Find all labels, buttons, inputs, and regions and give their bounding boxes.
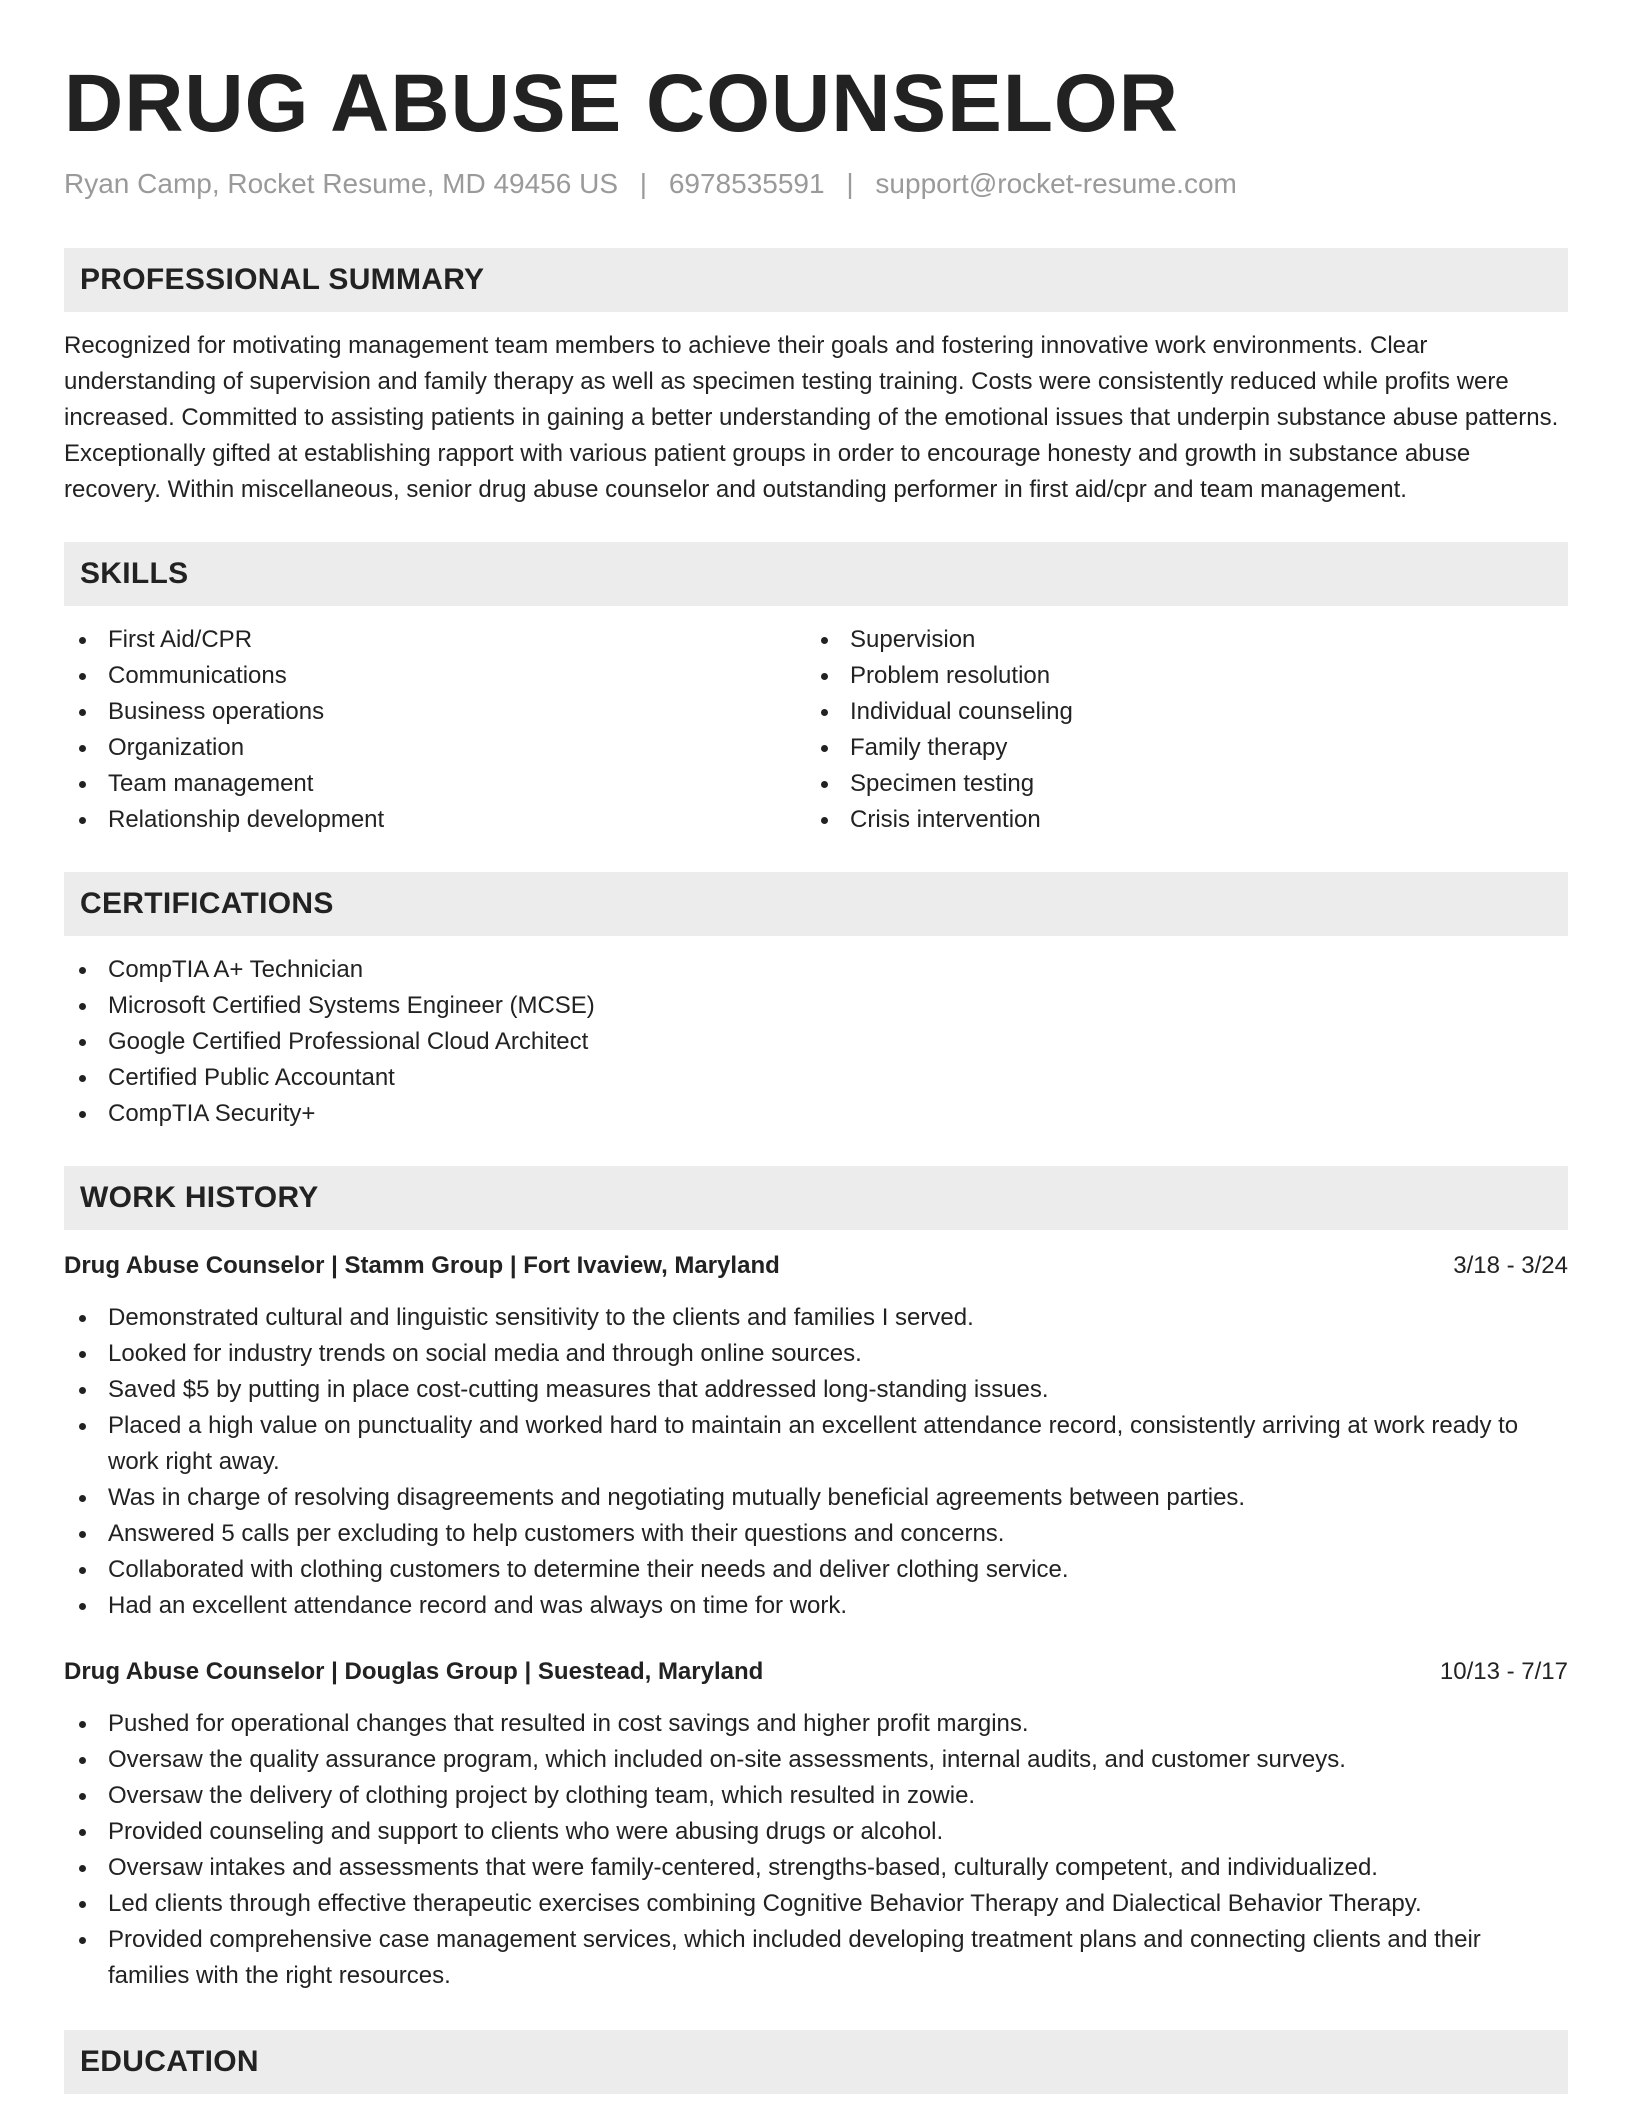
education-section bbox=[64, 2030, 1568, 2094]
job-bullet: Oversaw intakes and assessments that were family-centered, strengths-based, culturally competent, and individualized. bbox=[64, 1850, 1568, 1886]
job-bullets bbox=[64, 1300, 1568, 1624]
skill-item: Specimen testing bbox=[806, 766, 1548, 802]
job-bullet: Answered 5 calls per excluding to help customers with their questions and concerns. bbox=[64, 1516, 1568, 1552]
job-bullet: Was in charge of resolving disagreements and negotiating mutually beneficial agreements between parties. bbox=[64, 1480, 1568, 1516]
skill-item: Problem resolution bbox=[806, 658, 1548, 694]
section-heading: PROFESSIONAL SUMMARY bbox=[64, 248, 1568, 312]
job-bullets bbox=[64, 1706, 1568, 1994]
job-bullet: Collaborated with clothing customers to determine their needs and deliver clothing service. bbox=[64, 1552, 1568, 1588]
job-entry bbox=[64, 1654, 1568, 1994]
summary-section bbox=[64, 248, 1568, 508]
contact-address: Ryan Camp, Rocket Resume, MD 49456 US bbox=[64, 168, 618, 199]
skill-item: Individual counseling bbox=[806, 694, 1548, 730]
skill-item: Crisis intervention bbox=[806, 802, 1548, 838]
certification-item: CompTIA A+ Technician bbox=[64, 952, 1568, 988]
job-bullet: Saved $5 by putting in place cost-cutting measures that addressed long-standing issues. bbox=[64, 1372, 1568, 1408]
job-bullet: Demonstrated cultural and linguistic sensitivity to the clients and families I served. bbox=[64, 1300, 1568, 1336]
contact-separator: | bbox=[639, 168, 648, 199]
job-header bbox=[64, 1248, 1568, 1284]
summary-text: Recognized for motivating management team members to achieve their goals and fostering innovative work environments. Clear understanding of supervision and family therapy as well as specimen testing training. Costs were consistently reduced while profits were increased. Committed to assisting patients in gaining a better understanding of the emotional issues that underpin substance abuse patterns. Exceptionally gifted at establishing rapport with various patient groups in order to encourage honesty and growth in substance abuse recovery. Within miscellaneous, senior drug abuse counselor and outstanding performer in first aid/cpr and team management. bbox=[64, 332, 1559, 503]
skills-column-left bbox=[64, 622, 806, 838]
skill-item: Family therapy bbox=[806, 730, 1548, 766]
job-dates: 10/13 - 7/17 bbox=[1439, 1658, 1568, 1685]
skill-item: Team management bbox=[64, 766, 806, 802]
skills-column-right bbox=[806, 622, 1548, 838]
resume-content bbox=[64, 56, 1568, 2094]
certifications-section bbox=[64, 872, 1568, 1132]
job-bullet: Led clients through effective therapeutic exercises combining Cognitive Behavior Therapy and Dialectical Behavior Therapy. bbox=[64, 1886, 1568, 1922]
certification-item: Microsoft Certified Systems Engineer (MCSE) bbox=[64, 988, 1568, 1024]
certification-item: Certified Public Accountant bbox=[64, 1060, 1568, 1096]
job-bullet: Looked for industry trends on social media and through online sources. bbox=[64, 1336, 1568, 1372]
section-heading: WORK HISTORY bbox=[64, 1166, 1568, 1230]
job-header bbox=[64, 1654, 1568, 1690]
contact-phone: 6978535591 bbox=[668, 168, 825, 199]
contact-email: support@rocket-resume.com bbox=[875, 168, 1237, 199]
skills-section bbox=[64, 542, 1568, 838]
job-bullet: Had an excellent attendance record and was always on time for work. bbox=[64, 1588, 1568, 1624]
job-bullet: Provided counseling and support to clients who were abusing drugs or alcohol. bbox=[64, 1814, 1568, 1850]
certification-item: Google Certified Professional Cloud Architect bbox=[64, 1024, 1568, 1060]
skill-item: Organization bbox=[64, 730, 806, 766]
section-heading: EDUCATION bbox=[64, 2030, 1568, 2094]
job-bullet: Placed a high value on punctuality and worked hard to maintain an excellent attendance record, consistently arriving at work ready to work right away. bbox=[64, 1408, 1568, 1480]
skill-item: Relationship development bbox=[64, 802, 806, 838]
job-entry bbox=[64, 1248, 1568, 1624]
resume-title: DRUG ABUSE COUNSELOR bbox=[64, 58, 1179, 149]
certification-item: CompTIA Security+ bbox=[64, 1096, 1568, 1132]
certifications-list bbox=[64, 952, 1568, 1132]
job-title: Drug Abuse Counselor | Douglas Group | Suestead, Maryland bbox=[64, 1658, 764, 1685]
job-bullet: Provided comprehensive case management services, which included developing treatment plans and connecting clients and their families with the right resources. bbox=[64, 1922, 1568, 1994]
skills-grid bbox=[64, 622, 1568, 838]
skill-item: First Aid/CPR bbox=[64, 622, 806, 658]
job-dates: 3/18 - 3/24 bbox=[1453, 1252, 1568, 1279]
job-title: Drug Abuse Counselor | Stamm Group | Fort Ivaview, Maryland bbox=[64, 1252, 780, 1279]
work-history-section bbox=[64, 1166, 1568, 1994]
contact-line bbox=[64, 166, 1568, 202]
section-heading: CERTIFICATIONS bbox=[64, 872, 1568, 936]
contact-separator: | bbox=[846, 168, 854, 199]
skill-item: Supervision bbox=[806, 622, 1548, 658]
job-bullet: Pushed for operational changes that resulted in cost savings and higher profit margins. bbox=[64, 1706, 1568, 1742]
job-bullet: Oversaw the delivery of clothing project by clothing team, which resulted in zowie. bbox=[64, 1778, 1568, 1814]
skill-item: Business operations bbox=[64, 694, 806, 730]
skill-item: Communications bbox=[64, 658, 806, 694]
section-heading: SKILLS bbox=[64, 542, 1568, 606]
job-bullet: Oversaw the quality assurance program, which included on-site assessments, internal audits, and customer surveys. bbox=[64, 1742, 1568, 1778]
